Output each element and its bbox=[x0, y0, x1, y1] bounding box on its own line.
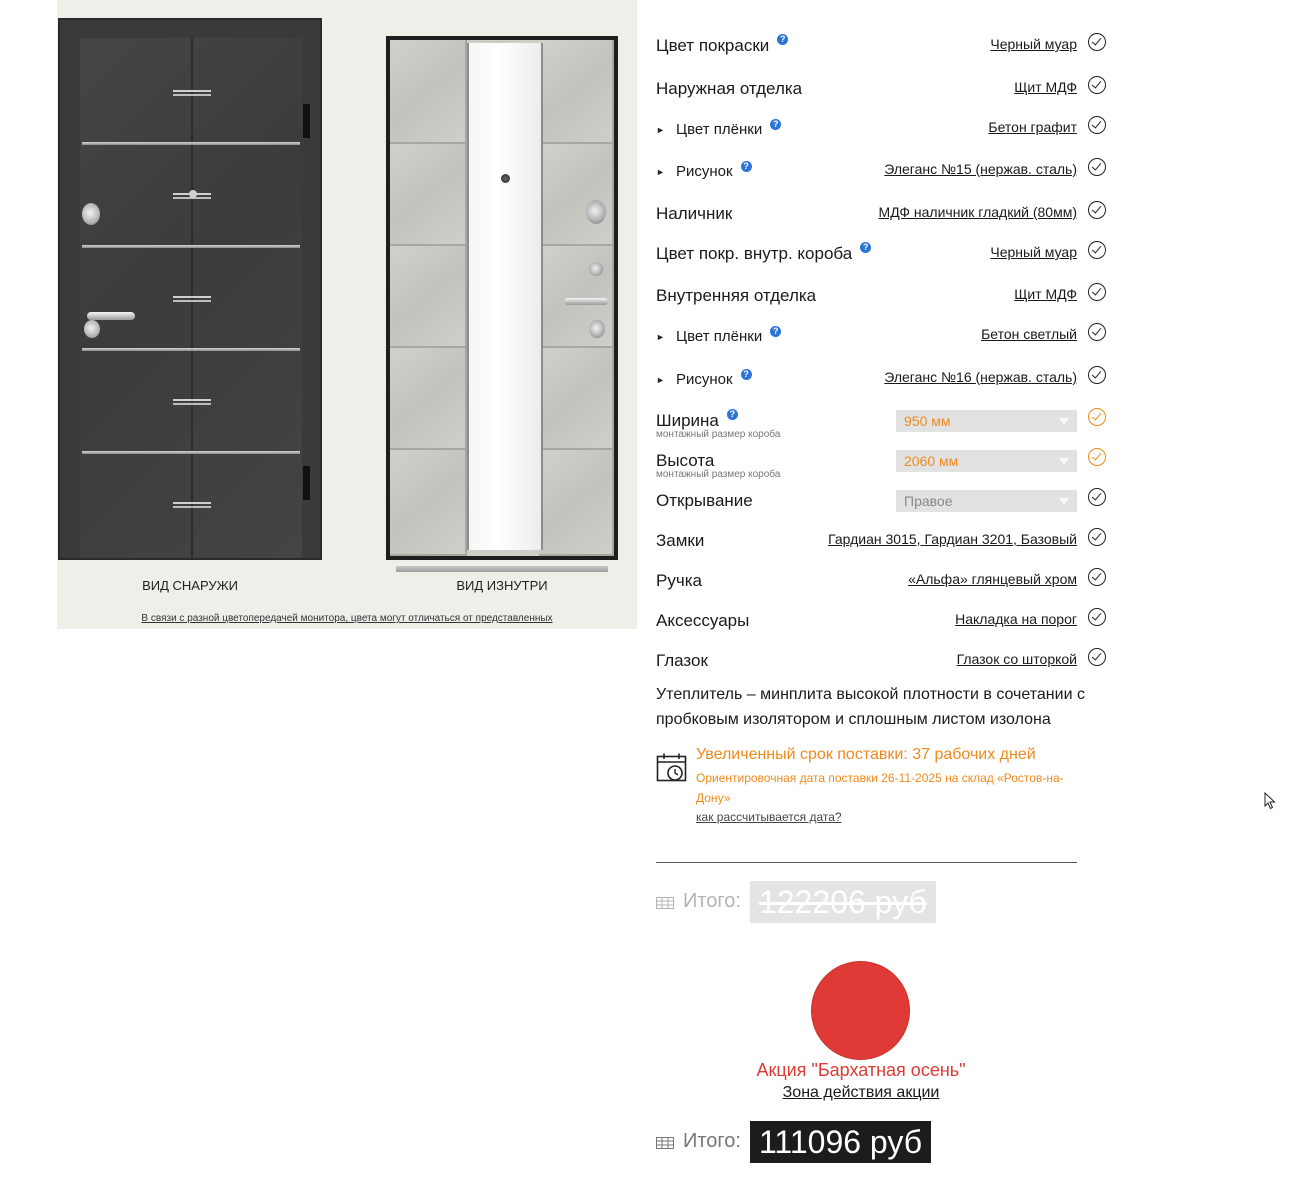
lock-cylinder bbox=[84, 320, 100, 338]
insulation-description: Утеплитель – минплита высокой плотности в сочетании с пробковым изолятором и сплошным листом изолона bbox=[656, 686, 1085, 728]
option-casing[interactable] bbox=[656, 196, 1108, 226]
check-icon bbox=[1088, 568, 1106, 586]
steel-molding bbox=[173, 399, 211, 401]
help-icon[interactable]: ? bbox=[770, 326, 781, 337]
calculator-icon bbox=[656, 897, 674, 909]
concrete-tile bbox=[390, 144, 467, 246]
expand-arrow-icon[interactable]: ► bbox=[656, 332, 665, 342]
option-accessories[interactable] bbox=[656, 603, 1108, 633]
option-handle[interactable] bbox=[656, 563, 1108, 593]
option-label: Внутренняя отделка bbox=[656, 286, 817, 305]
color-disclaimer[interactable]: В связи с разной цветопередачей монитора, цвета могут отличаться от представленных bbox=[141, 613, 553, 624]
outside-view-label: ВИД СНАРУЖИ bbox=[142, 578, 238, 593]
promo-title: Акция "Бархатная осень" bbox=[756, 1060, 966, 1080]
old-price: 122206 руб bbox=[750, 881, 936, 923]
total-label: Итого: bbox=[683, 890, 741, 912]
option-label: Цвет плёнки ? bbox=[676, 121, 781, 138]
concrete-tile bbox=[390, 348, 467, 450]
option-label: Глазок bbox=[656, 651, 708, 670]
expand-arrow-icon[interactable]: ► bbox=[656, 125, 665, 135]
expand-arrow-icon[interactable]: ► bbox=[656, 375, 665, 385]
help-icon[interactable]: ? bbox=[770, 119, 781, 130]
cursor-icon bbox=[1264, 792, 1276, 810]
calculator-icon bbox=[656, 1137, 674, 1149]
option-label: Наличник bbox=[656, 204, 733, 223]
option-value[interactable]: Черный муар bbox=[990, 244, 1077, 260]
option-value[interactable]: Гардиан 3015, Гардиан 3201, Базовый bbox=[828, 531, 1077, 547]
steel-molding bbox=[173, 90, 211, 92]
check-icon bbox=[1088, 608, 1106, 626]
option-value[interactable]: Черный муар bbox=[990, 36, 1077, 52]
option-width bbox=[656, 403, 1108, 440]
option-outer-finish[interactable] bbox=[656, 71, 1108, 101]
door-mirror bbox=[467, 43, 543, 550]
option-outer-film[interactable] bbox=[656, 111, 1108, 141]
concrete-tile bbox=[539, 144, 614, 246]
width-select[interactable]: 950 мм bbox=[896, 410, 1077, 432]
option-value[interactable]: Бетон графит bbox=[988, 119, 1077, 135]
door-handle bbox=[564, 298, 608, 305]
chevron-down-icon bbox=[1059, 418, 1069, 425]
option-inner-finish[interactable] bbox=[656, 278, 1108, 308]
delivery-date: Ориентировочная дата поставки 26-11-2025 на склад «Ростов-на-Дону» bbox=[696, 771, 1064, 805]
check-icon bbox=[1088, 366, 1106, 384]
peephole bbox=[501, 174, 510, 183]
help-icon[interactable]: ? bbox=[727, 409, 738, 420]
door-inside-panel bbox=[390, 40, 614, 556]
check-icon bbox=[1088, 33, 1106, 51]
chevron-down-icon bbox=[1059, 498, 1069, 505]
opening-select[interactable]: Правое bbox=[896, 490, 1077, 512]
check-icon bbox=[1088, 648, 1106, 666]
check-icon bbox=[1088, 76, 1106, 94]
option-label: Цвет покр. внутр. короба ? bbox=[656, 244, 871, 264]
lock-cylinder bbox=[82, 203, 100, 225]
option-label: Открывание bbox=[656, 491, 753, 510]
panel-seam bbox=[191, 38, 193, 558]
delivery-date-link[interactable]: как рассчитывается дата? bbox=[696, 810, 842, 824]
check-icon bbox=[1088, 488, 1106, 506]
help-icon[interactable]: ? bbox=[741, 369, 752, 380]
option-inner-pattern[interactable] bbox=[656, 361, 1108, 391]
check-icon bbox=[1088, 158, 1106, 176]
option-label: Рисунок ? bbox=[676, 163, 752, 180]
option-label: Цвет плёнки ? bbox=[676, 328, 781, 345]
steel-strip bbox=[82, 142, 300, 145]
option-peephole[interactable] bbox=[656, 643, 1108, 673]
option-label: Наружная отделка bbox=[656, 79, 803, 98]
option-outer-pattern[interactable] bbox=[656, 153, 1108, 183]
option-opening bbox=[656, 483, 1108, 513]
new-price: 111096 руб bbox=[750, 1121, 931, 1163]
promo-zone-link[interactable]: Зона действия акции bbox=[782, 1084, 940, 1101]
option-value[interactable]: Щит МДФ bbox=[1014, 286, 1077, 302]
steel-molding bbox=[173, 296, 211, 298]
option-inner-film[interactable] bbox=[656, 318, 1108, 348]
concrete-tile bbox=[390, 246, 467, 348]
option-value[interactable]: «Альфа» глянцевый хром bbox=[908, 571, 1077, 587]
door-handle bbox=[87, 312, 135, 320]
option-label: Рисунок ? bbox=[676, 371, 752, 388]
option-label: Высота bbox=[656, 451, 715, 470]
total-label: Итого: bbox=[683, 1130, 741, 1152]
option-sublabel: монтажный размер короба bbox=[656, 469, 781, 480]
option-value[interactable]: Бетон светлый bbox=[981, 326, 1077, 342]
steel-strip bbox=[82, 348, 300, 351]
door-preview bbox=[57, 0, 637, 629]
option-label: Цвет покраски ? bbox=[656, 36, 788, 56]
door-inside-image bbox=[386, 36, 618, 560]
check-icon bbox=[1088, 241, 1106, 259]
option-value[interactable]: Глазок со шторкой bbox=[956, 651, 1077, 667]
option-inner-box-color[interactable] bbox=[656, 236, 1108, 266]
option-label: Аксессуары bbox=[656, 611, 750, 630]
concrete-tile bbox=[539, 450, 614, 556]
option-value[interactable]: Накладка на порог bbox=[955, 611, 1077, 627]
check-icon bbox=[1088, 408, 1106, 426]
hinge bbox=[303, 466, 310, 500]
option-label: Ручка bbox=[656, 571, 702, 590]
help-icon[interactable]: ? bbox=[741, 161, 752, 172]
concrete-tile bbox=[539, 348, 614, 450]
option-label: Замки bbox=[656, 531, 705, 550]
help-icon[interactable]: ? bbox=[860, 242, 871, 253]
lock-cylinder bbox=[589, 320, 605, 338]
delivery-title: Увеличенный срок поставки: 37 рабочих дней bbox=[696, 746, 1036, 763]
option-value[interactable]: Элеганс №16 (нержав. сталь) bbox=[884, 369, 1077, 385]
chevron-down-icon bbox=[1059, 458, 1069, 465]
concrete-tile bbox=[539, 40, 614, 144]
help-icon[interactable]: ? bbox=[777, 34, 788, 45]
option-height bbox=[656, 443, 1108, 480]
concrete-tile bbox=[390, 450, 467, 556]
divider bbox=[656, 862, 1077, 863]
calendar-clock-icon bbox=[656, 752, 688, 784]
lock-cylinder bbox=[586, 200, 606, 224]
door-outside-leaf bbox=[80, 38, 302, 558]
steel-strip bbox=[82, 451, 300, 454]
option-paint-color[interactable] bbox=[656, 28, 1108, 58]
steel-molding bbox=[173, 502, 211, 504]
option-value[interactable]: Щит МДФ bbox=[1014, 79, 1077, 95]
check-icon bbox=[1088, 528, 1106, 546]
check-icon bbox=[1088, 116, 1106, 134]
option-locks[interactable] bbox=[656, 523, 1108, 553]
height-select[interactable]: 2060 мм bbox=[896, 450, 1077, 472]
expand-arrow-icon[interactable]: ► bbox=[656, 167, 665, 177]
inside-view-label: ВИД ИЗНУТРИ bbox=[456, 578, 548, 593]
option-value[interactable]: МДФ наличник гладкий (80мм) bbox=[878, 204, 1077, 220]
steel-strip bbox=[82, 245, 300, 248]
concrete-tile bbox=[390, 40, 467, 144]
hinge bbox=[303, 104, 310, 138]
check-icon bbox=[1088, 323, 1106, 341]
promo-zone bbox=[656, 1084, 1066, 1102]
option-value[interactable]: Элеганс №15 (нержав. сталь) bbox=[884, 161, 1077, 177]
option-sublabel: монтажный размер короба bbox=[656, 429, 781, 440]
check-icon bbox=[1088, 448, 1106, 466]
promo-badge bbox=[812, 962, 909, 1059]
door-outside-image bbox=[58, 18, 322, 560]
check-icon bbox=[1088, 283, 1106, 301]
option-label: Ширина ? bbox=[656, 411, 738, 431]
peephole bbox=[189, 190, 197, 198]
night-latch bbox=[589, 262, 603, 276]
door-threshold bbox=[396, 566, 608, 572]
check-icon bbox=[1088, 201, 1106, 219]
